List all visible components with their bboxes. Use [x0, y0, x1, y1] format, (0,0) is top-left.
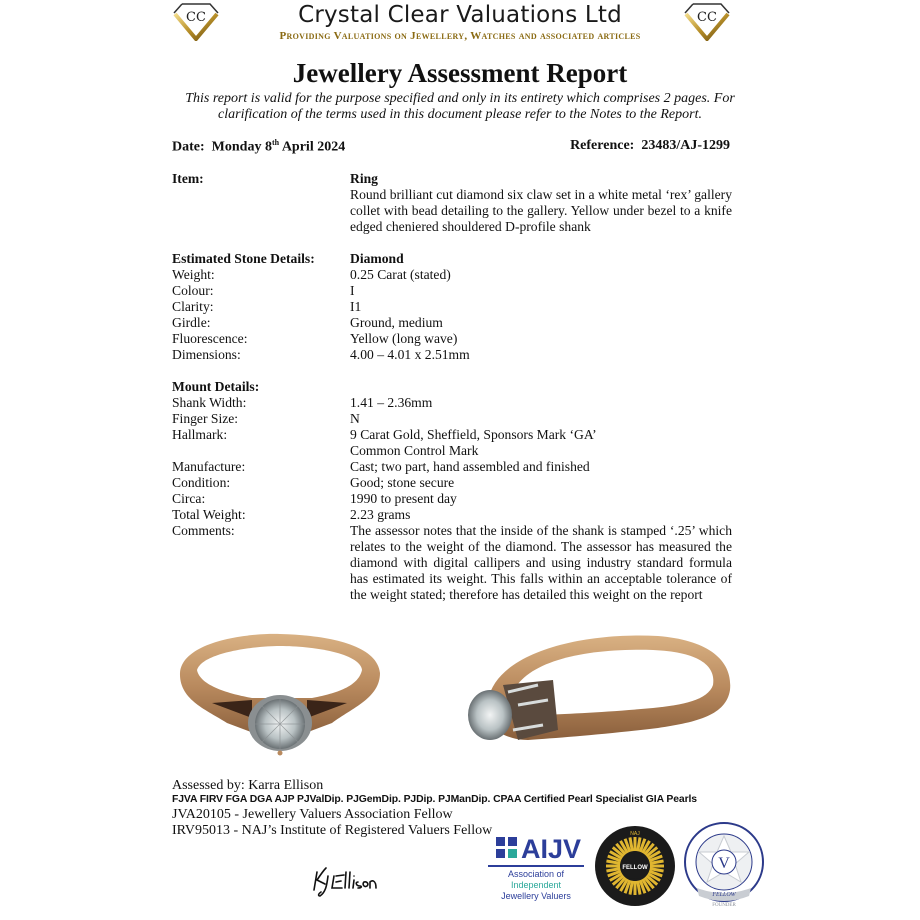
- field-label: Manufacture:: [172, 459, 246, 474]
- assessor-credentials: FJVA FIRV FGA DGA AJP PJValDip. PJGemDip. PJDip. PJManDip. CPAA Certified Pearl Specialist GIA Pearls: [172, 794, 697, 805]
- aijv-logo: [496, 836, 581, 862]
- reference-value: 23483/AJ-1299: [641, 138, 730, 153]
- company-tagline: Providing Valuations on Jewellery, Watches and associated articles: [279, 30, 641, 42]
- aijv-divider: [488, 865, 584, 867]
- svg-text:NAJ: NAJ: [630, 831, 640, 837]
- mount-details-section: [172, 379, 732, 619]
- field-label: Finger Size:: [172, 411, 239, 426]
- date-value: Monday 8: [211, 139, 272, 155]
- svg-text:FELLOW: FELLOW: [712, 892, 736, 898]
- assessed-by: Assessed by: Karra Ellison: [172, 778, 324, 793]
- date-label: Date:: [172, 139, 205, 155]
- field-value: 0.25 Carat (stated): [350, 267, 451, 282]
- stone-type: Diamond: [350, 251, 404, 266]
- field-label: Total Weight:: [172, 507, 246, 522]
- mount-field-total-weight: [172, 507, 732, 523]
- field-value: Cast; two part, hand assembled and finished: [350, 459, 590, 474]
- ring-side-illustration: [458, 630, 733, 750]
- item-description: Round brilliant cut diamond six claw set in a white metal ‘rex’ gallery collet with bead detailing to the gallery. Yellow under bezel to a knife edged cheniered shouldered D-profile shank: [350, 187, 732, 234]
- aijv-caption: [488, 869, 584, 902]
- field-label: Hallmark:: [172, 427, 228, 442]
- mount-field-condition: [172, 475, 732, 491]
- field-value-line2: Common Control Mark: [350, 443, 479, 458]
- ring-front-illustration: [172, 628, 387, 760]
- field-label: Shank Width:: [172, 395, 247, 410]
- field-label: Comments:: [172, 523, 235, 538]
- report-date: [172, 138, 345, 156]
- item-label: Item:: [172, 171, 204, 186]
- mount-field-list: [172, 395, 732, 619]
- field-label: Colour:: [172, 283, 214, 298]
- ring-photo-side: [458, 630, 733, 750]
- svg-text:CC: CC: [697, 10, 717, 25]
- svg-text:FELLOW: FELLOW: [622, 865, 648, 871]
- field-value: Good; stone secure: [350, 475, 455, 490]
- aijv-badge: [488, 836, 586, 906]
- field-value: 4.00 – 4.01 x 2.51mm: [350, 347, 470, 362]
- aijv-title: AIJV: [521, 834, 582, 864]
- mount-field-shank-width: [172, 395, 732, 411]
- stone-field-girdle: [172, 315, 732, 331]
- date-month-year: April 2024: [281, 139, 346, 155]
- stone-field-colour: [172, 283, 732, 299]
- svg-text:FOUNDER: FOUNDER: [712, 903, 736, 908]
- item-section: [172, 171, 732, 241]
- field-label: Condition:: [172, 475, 231, 490]
- field-value: 1990 to present day: [350, 491, 457, 506]
- field-label: Clarity:: [172, 299, 214, 314]
- stone-details-section: [172, 251, 732, 363]
- field-value: Ground, medium: [350, 315, 443, 330]
- field-value: I: [350, 283, 355, 298]
- assessor-membership-irv: IRV95013 - NAJ’s Institute of Registered Valuers Fellow: [172, 823, 493, 838]
- svg-text:CC: CC: [186, 10, 206, 25]
- stone-field-weight: [172, 267, 732, 283]
- report-subtitle-line1: This report is valid for the purpose specified and only in its entirety which comprises 2 pages. For: [185, 91, 735, 106]
- stone-field-list: [172, 267, 732, 363]
- mount-field-comments: [172, 523, 732, 619]
- assessor-membership-jva: JVA20105 - Jewellery Valuers Association Fellow: [172, 807, 453, 822]
- date-suffix: th: [271, 138, 280, 147]
- comments-text: The assessor notes that the inside of the shank is stamped ‘.25’ which relates to the weight of the diamond. The assessor has measured the diamond with digital callipers and using industry standard formula has estimated its weight. This falls within an acceptable tolerance of the weight stated; therefore has detailed this weight on the report: [350, 523, 732, 602]
- field-value: Yellow (long wave): [350, 331, 458, 346]
- reference-label: Reference:: [570, 138, 635, 153]
- svg-text:V: V: [718, 855, 730, 872]
- mount-field-manufacture: [172, 459, 732, 475]
- stone-field-clarity: [172, 299, 732, 315]
- mount-field-circa: [172, 491, 732, 507]
- field-label: Fluorescence:: [172, 331, 248, 346]
- field-value: I1: [350, 299, 362, 314]
- report-title: Jewellery Assessment Report: [292, 58, 628, 88]
- jva-seal-icon: [683, 822, 765, 908]
- field-value: 1.41 – 2.36mm: [350, 395, 433, 410]
- field-label: Circa:: [172, 491, 206, 506]
- field-value: 2.23 grams: [350, 507, 411, 522]
- aijv-line3: Jewellery Valuers: [501, 891, 571, 901]
- stone-field-fluorescence: [172, 331, 732, 347]
- stone-field-dimensions: [172, 347, 732, 363]
- company-name: Crystal Clear Valuations Ltd: [298, 2, 622, 28]
- mount-heading: Mount Details:: [172, 379, 260, 394]
- mount-field-finger-size: [172, 411, 732, 427]
- item-name: Ring: [350, 171, 378, 186]
- aijv-line1: Association of: [507, 869, 565, 879]
- aijv-line2: Independent: [510, 880, 562, 890]
- field-label: Dimensions:: [172, 347, 241, 362]
- field-value: 9 Carat Gold, Sheffield, Sponsors Mark ‘GA’: [350, 427, 597, 442]
- jva-fellow-founder-badge: [683, 822, 765, 908]
- naj-irv-fellow-badge: [594, 825, 676, 907]
- field-label: Girdle:: [172, 315, 211, 330]
- aijv-squares-icon: [496, 837, 518, 861]
- field-value: N: [350, 411, 360, 426]
- stone-heading: Estimated Stone Details:: [172, 251, 315, 266]
- naj-seal-icon: [594, 825, 676, 907]
- assessor-signature: [312, 862, 392, 900]
- signature-icon: [312, 862, 392, 900]
- mount-field-hallmark: [172, 427, 732, 459]
- report-reference: [570, 138, 730, 154]
- report-subtitle-line2: clarification of the terms used in this document please refer to the Notes to the Report.: [218, 107, 702, 122]
- field-label: Weight:: [172, 267, 215, 282]
- ring-photo-front: [172, 628, 387, 760]
